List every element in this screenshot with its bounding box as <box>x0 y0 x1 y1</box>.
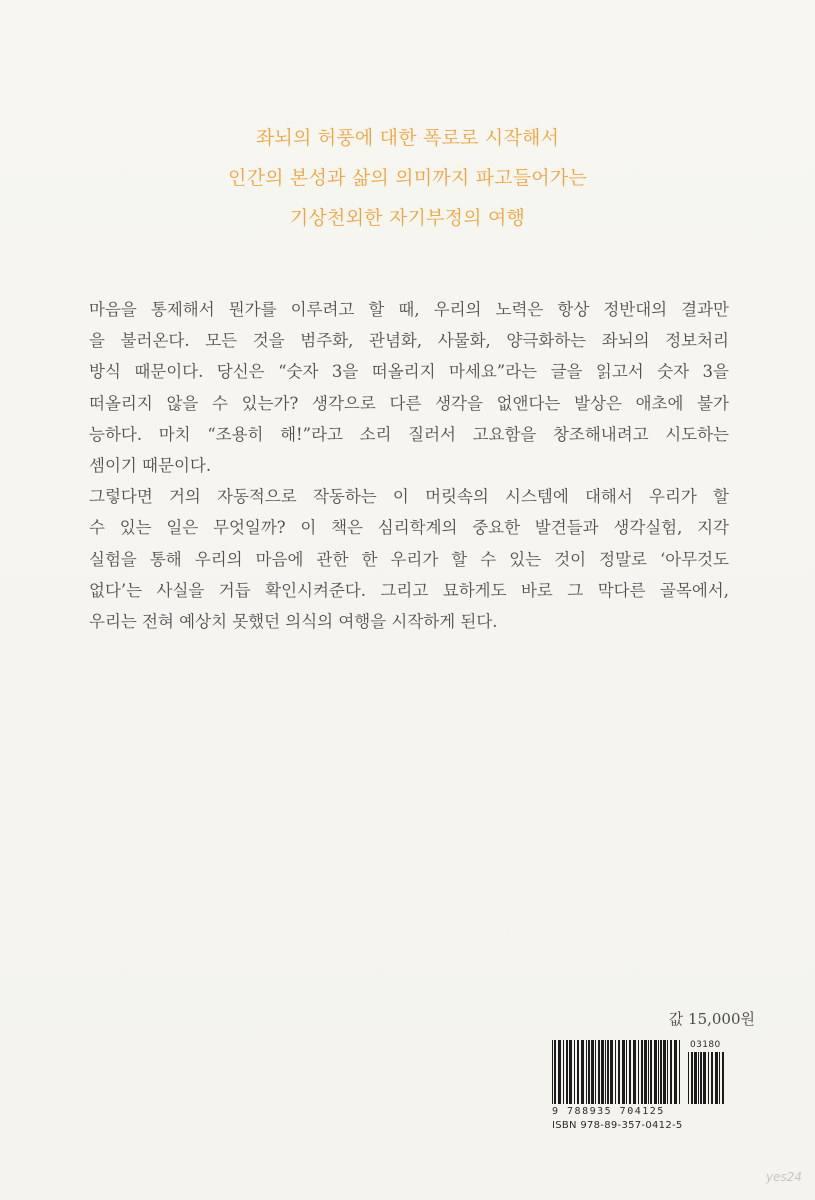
barcode-bar <box>691 1052 693 1104</box>
paragraph-2-line-2: 수 있는 일은 무엇일까? 이 책은 심리학계의 중요한 발견들과 생각실험, 지각 <box>89 518 729 538</box>
barcode-bar <box>715 1052 718 1104</box>
paragraph-1 <box>89 294 729 481</box>
barcode-bar <box>722 1052 724 1104</box>
paragraph-2 <box>89 481 729 637</box>
barcode-bar <box>688 1052 689 1104</box>
paragraph-1-line-5: 능하다. 마치 “조용히 해!”라고 소리 질러서 고요함을 창조해내려고 시도하는 <box>89 424 729 444</box>
barcode-bar <box>694 1052 697 1104</box>
barcode-bar <box>610 1040 613 1104</box>
barcode-bar <box>615 1040 616 1104</box>
tagline-line-3: 기상천외한 자기부정의 여행 <box>289 207 526 229</box>
barcode-bar <box>626 1040 627 1104</box>
barcode-bar <box>569 1040 572 1104</box>
isbn-number: ISBN 978-89-357-0412-5 <box>552 1120 683 1131</box>
barcode-bar <box>574 1040 575 1104</box>
paragraph-2-line-5: 우리는 전혀 예상치 못했던 의식의 여행을 시작하게 된다. <box>89 611 498 631</box>
barcode-bar <box>648 1040 649 1104</box>
barcode-addon-bars <box>688 1052 728 1104</box>
barcode-bar <box>674 1040 677 1104</box>
barcode-bar <box>601 1040 604 1104</box>
barcode-bar <box>591 1040 594 1104</box>
paragraph-1-line-2: 을 불러온다. 모든 것을 범주화, 관념화, 사물화, 양극화하는 좌뇌의 정보처리 <box>89 331 729 351</box>
barcode-bar <box>641 1040 643 1104</box>
barcode-bar <box>679 1040 680 1104</box>
paragraph-2-line-3: 실험을 통해 우리의 마음에 관한 한 우리가 할 수 있는 것이 정말로 ‘아무것도 <box>89 549 729 569</box>
barcode-bar <box>638 1040 639 1104</box>
barcode-bar <box>607 1040 609 1104</box>
paragraph-2-line-1: 그렇다면 거의 자동적으로 작동하는 이 머릿속의 시스템에 대해서 우리가 할 <box>89 487 729 507</box>
barcode-bar <box>552 1040 553 1104</box>
price-label: 값 15,000원 <box>668 1010 755 1028</box>
barcode-bar <box>698 1052 699 1104</box>
barcode-digits: 9 788935 704125 <box>552 1106 665 1117</box>
tagline <box>0 118 815 238</box>
barcode-bar <box>558 1040 561 1104</box>
tagline-line-1: 좌뇌의 허풍에 대한 폭로로 시작해서 <box>255 127 560 149</box>
barcode-bar <box>663 1040 666 1104</box>
barcode-bar <box>629 1040 631 1104</box>
paragraph-1-line-1: 마음을 통제해서 뭔가를 이루려고 할 때, 우리의 노력은 항상 정반대의 결과만 <box>89 300 729 319</box>
barcode-bar <box>719 1052 720 1104</box>
barcode-bar <box>595 1040 596 1104</box>
paragraph-2-line-4: 없다’는 사실을 거듭 확인시켜준다. 그리고 묘하게도 바로 그 막다른 골목에서, <box>89 580 729 600</box>
barcode-bar <box>660 1040 662 1104</box>
paragraph-1-line-4: 떠올리지 않을 수 있는가? 생각으로 다른 생각을 없앤다는 발상은 애초에 불가 <box>89 393 729 413</box>
barcode-bar <box>554 1040 556 1104</box>
barcode-bar <box>667 1040 668 1104</box>
barcode-bar <box>670 1040 672 1104</box>
barcode-bar <box>703 1052 706 1104</box>
barcode-bar <box>563 1040 564 1104</box>
description <box>89 294 729 637</box>
barcode-bar <box>711 1052 713 1104</box>
isbn-barcode <box>552 1040 728 1131</box>
barcode-bar <box>577 1040 579 1104</box>
barcode-bar <box>700 1052 702 1104</box>
barcode-bar <box>622 1040 625 1104</box>
barcode-bar <box>633 1040 636 1104</box>
barcode-bar <box>644 1040 647 1104</box>
barcode-bar <box>581 1040 584 1104</box>
barcode-bar <box>588 1040 590 1104</box>
barcode-bars <box>552 1040 682 1104</box>
paragraph-1-line-6: 셈이기 때문이다. <box>89 455 212 475</box>
tagline-line-2: 인간의 본성과 삶의 의미까지 파고들어가는 <box>228 167 587 189</box>
watermark-logo: yes24 <box>766 1170 803 1184</box>
barcode-bar <box>654 1040 657 1104</box>
barcode-bar <box>566 1040 568 1104</box>
barcode-bar <box>598 1040 600 1104</box>
barcode-bar <box>618 1040 620 1104</box>
barcode-bar <box>586 1040 587 1104</box>
barcode-bar <box>605 1040 606 1104</box>
paragraph-1-line-3: 방식 때문이다. 당신은 “숫자 3을 떠올리지 마세요”라는 글을 읽고서 숫자 3을 <box>89 362 729 382</box>
barcode-bar <box>658 1040 659 1104</box>
barcode-addon-code: 03180 <box>690 1040 721 1050</box>
barcode-bar <box>650 1040 652 1104</box>
barcode-bar <box>708 1052 709 1104</box>
